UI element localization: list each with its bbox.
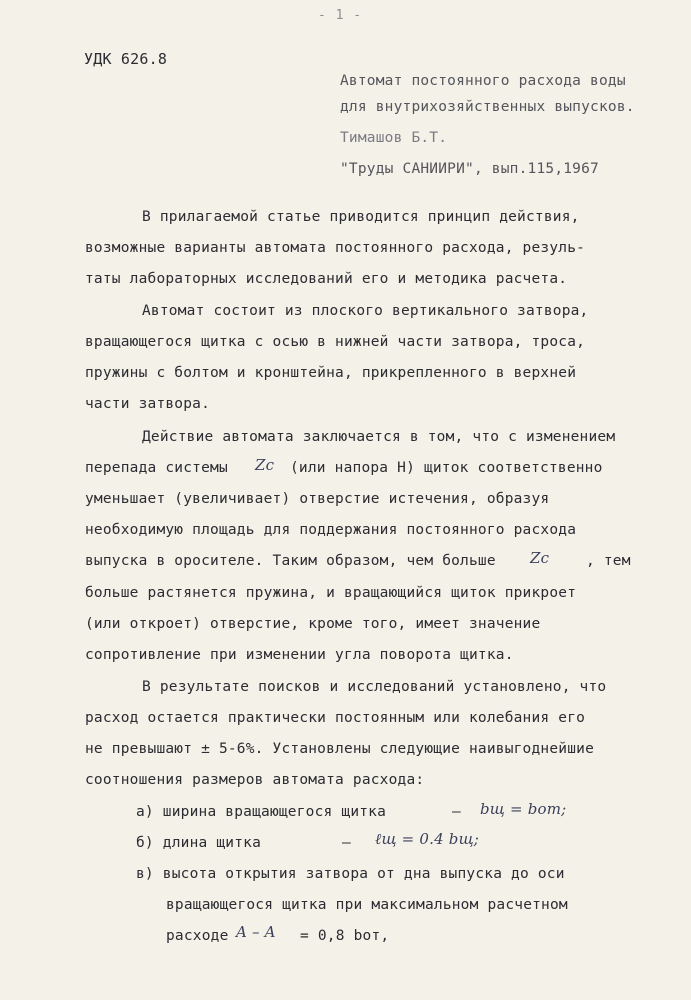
- text-line: вращающегося щитка с осью в нижней части затвора, троса,: [85, 334, 586, 350]
- text-line: (или напора Н) щиток соответственно: [290, 460, 603, 476]
- list-item-dash: –: [342, 835, 351, 851]
- reference-title-line-1: Автомат постоянного расхода воды: [340, 73, 626, 89]
- text-line: части затвора.: [85, 396, 211, 412]
- text-line: выпуска в оросителе. Таким образом, чем больше: [85, 553, 496, 569]
- text-line: расход остается практически постоянным или колебания его: [85, 710, 586, 726]
- text-line: перепада системы: [85, 460, 228, 476]
- handwritten-formula: bщ = bот;: [480, 800, 567, 818]
- list-item-label: б) длина щитка: [136, 835, 262, 851]
- text-line: уменьшает (увеличивает) отверстие истечения, образуя: [85, 491, 550, 507]
- text-line: не превышают ± 5-6%. Установлены следующие наивыгоднейшие: [85, 741, 594, 757]
- text-line: больше растянется пружина, и вращающийся щиток прикроет: [85, 585, 577, 601]
- list-item-continuation: вращающегося щитка при максимальном расчетном: [166, 897, 568, 913]
- text-line: Автомат состоит из плоского вертикального затвора,: [142, 303, 589, 319]
- list-item-label: в) высота открытия затвора от дна выпуска до оси: [136, 866, 565, 882]
- text-line: Действие автомата заключается в том, что с изменением: [142, 429, 616, 445]
- handwritten-formula: A – A: [236, 923, 276, 941]
- handwritten-formula: ℓщ = 0.4 bщ;: [375, 830, 480, 848]
- text-line: , тем: [586, 553, 631, 569]
- handwritten-symbol-zc: Zc: [255, 456, 275, 474]
- text-line: (или откроет) отверстие, кроме того, имеет значение: [85, 616, 541, 632]
- text-line: В результате поисков и исследований установлено, что: [142, 679, 607, 695]
- text-line: возможные варианты автомата постоянного расхода, резуль-: [85, 240, 586, 256]
- text-line: В прилагаемой статье приводится принцип действия,: [142, 209, 580, 225]
- list-item-dash: –: [452, 804, 461, 820]
- list-item-value: = 0,8 bот,: [300, 928, 390, 944]
- handwritten-symbol-zc: Zc: [530, 549, 550, 567]
- text-line: необходимую площадь для поддержания постоянного расхода: [85, 522, 577, 538]
- reference-title-line-2: для внутрихозяйственных выпусков.: [340, 99, 635, 115]
- text-line: сопротивление при изменении угла поворота щитка.: [85, 647, 514, 663]
- text-line: соотношения размеров автомата расхода:: [85, 772, 425, 788]
- page-number-mark: - 1 -: [318, 8, 363, 23]
- list-item-label: а) ширина вращающегося щитка: [136, 804, 387, 820]
- text-line: пружины с болтом и кронштейна, прикрепленного в верхней: [85, 365, 577, 381]
- list-item-continuation: расходе: [166, 928, 229, 944]
- text-line: таты лабораторных исследований его и методика расчета.: [85, 271, 568, 287]
- reference-author: Тимашов Б.Т.: [340, 130, 448, 146]
- udc-code: УДК 626.8: [84, 50, 168, 68]
- reference-source: "Труды САНИИРИ", вып.115,1967: [340, 161, 599, 177]
